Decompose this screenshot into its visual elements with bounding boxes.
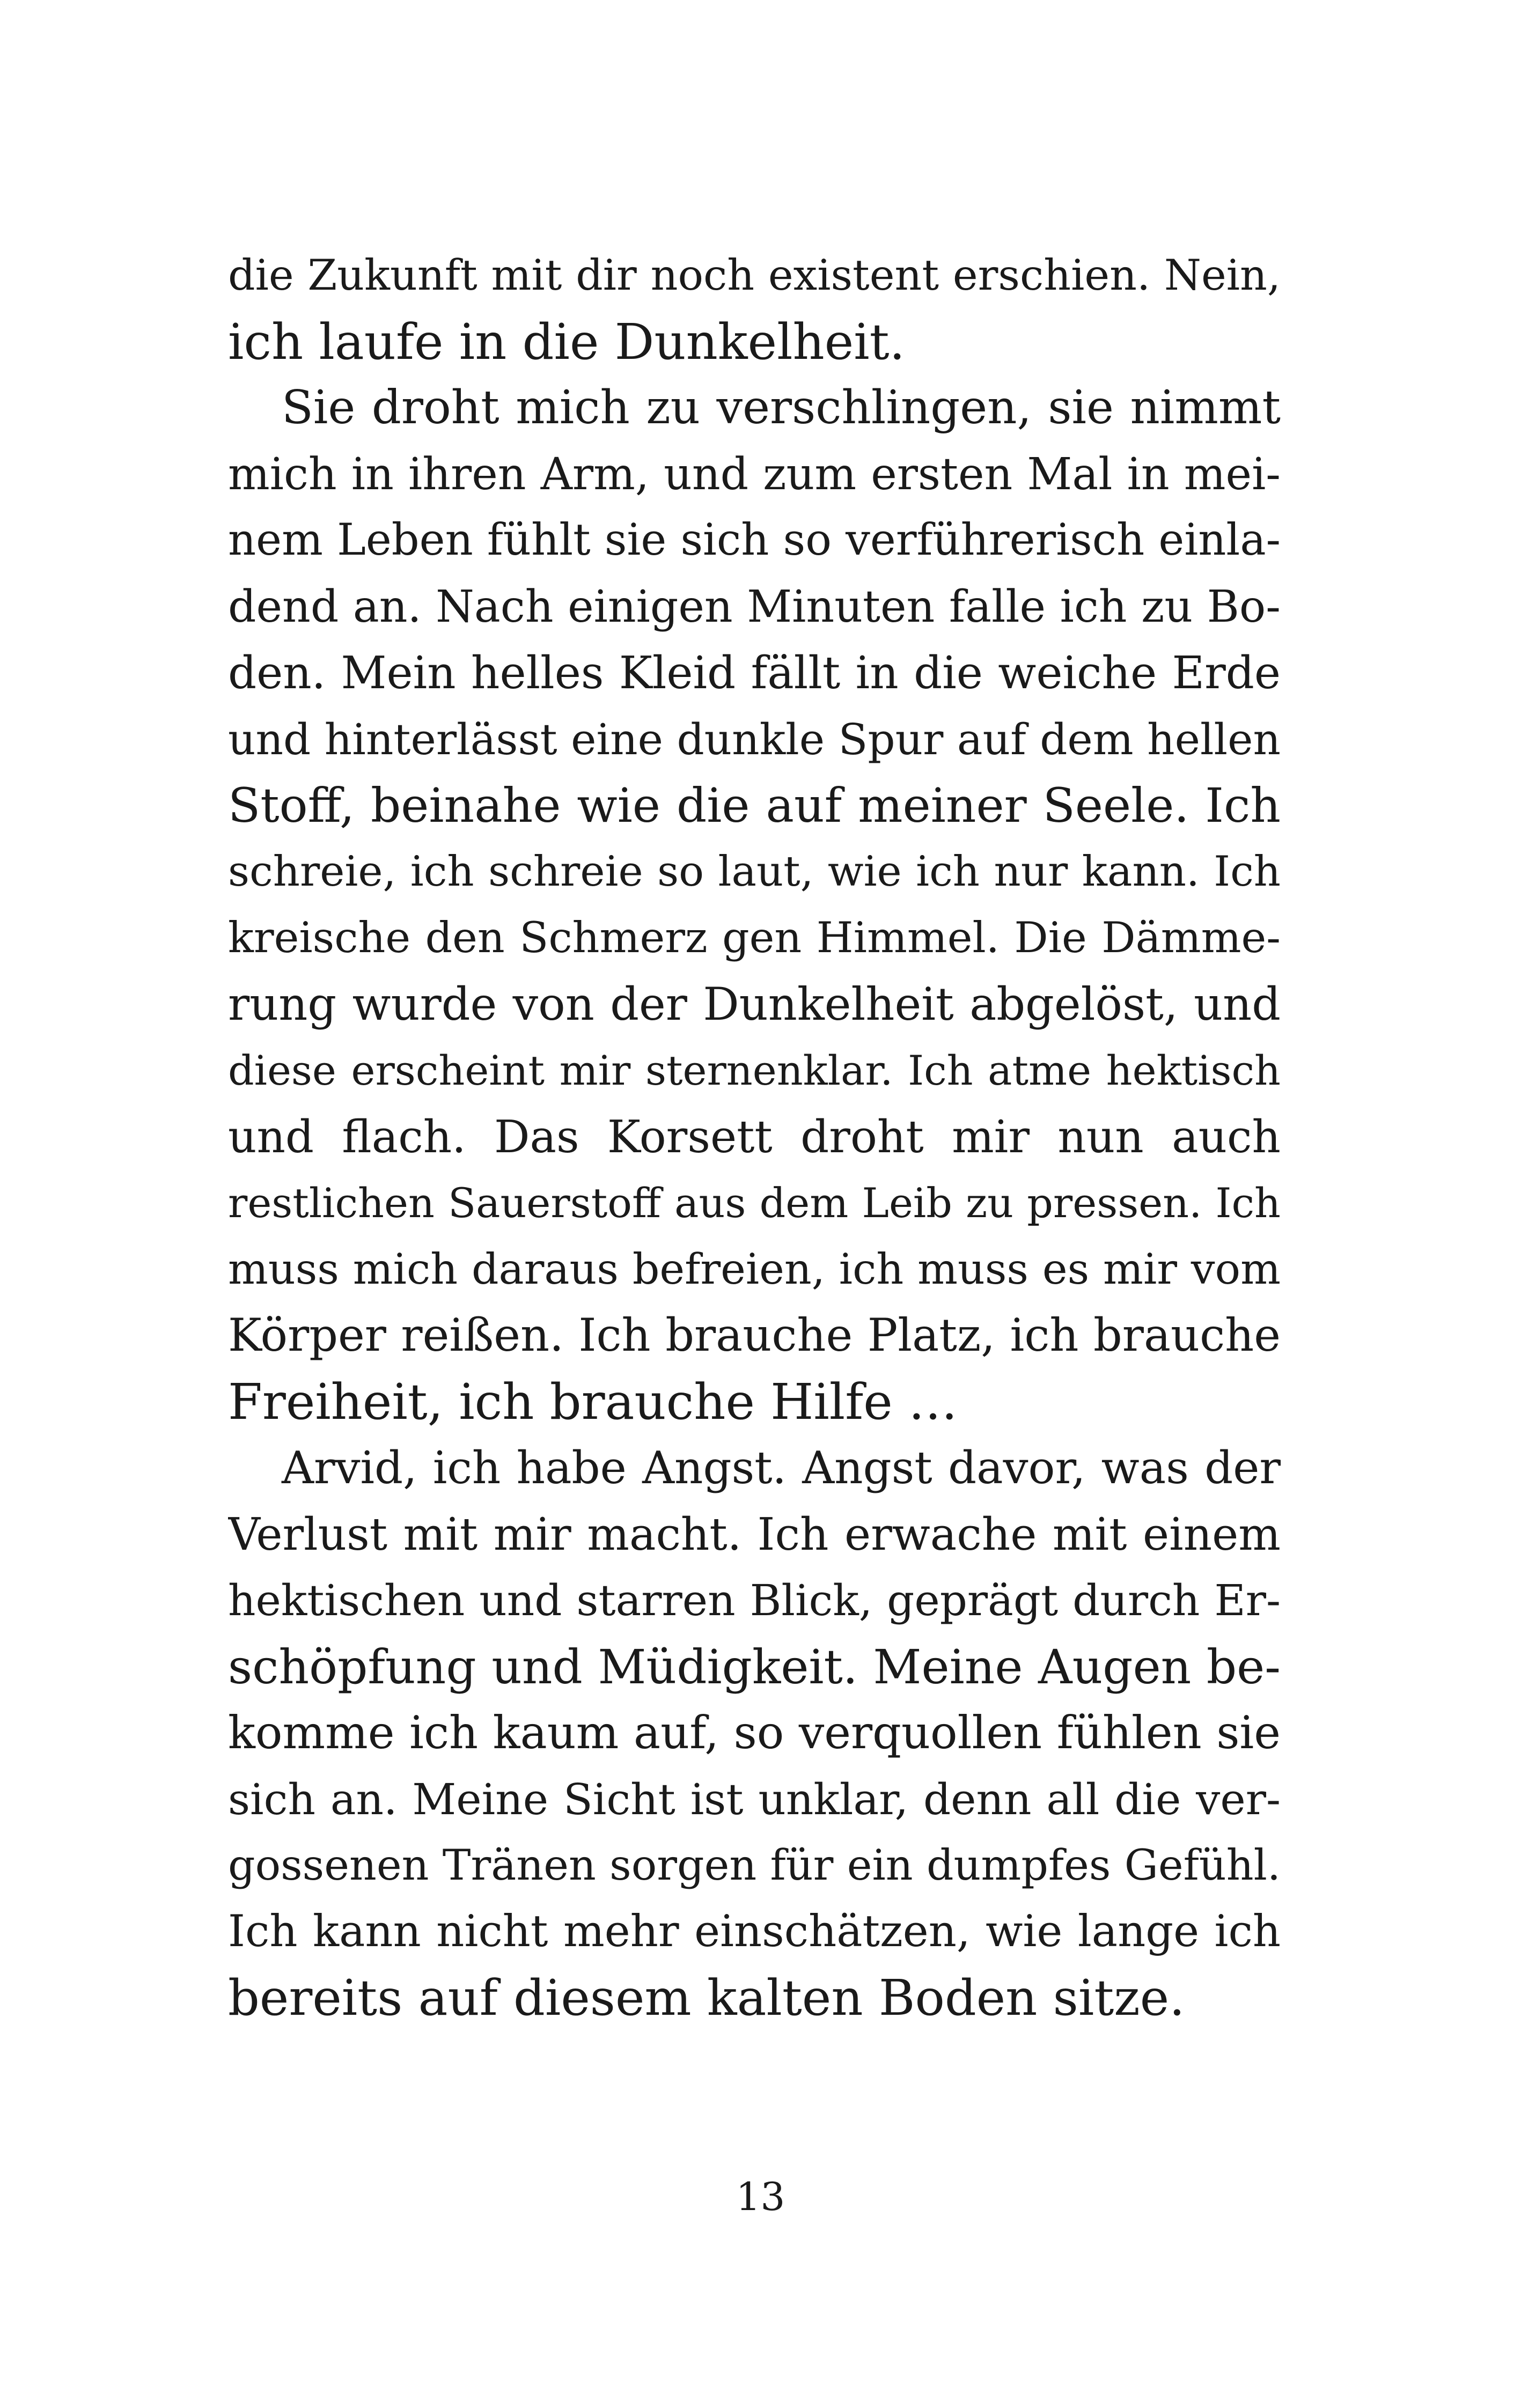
text-line: Verlust mit mir macht. Ich erwache mit einem: [228, 1508, 1281, 1560]
text-line: die Zukunft mit dir noch existent erschien. Nein,: [228, 251, 1281, 300]
text-line: mich in ihren Arm, und zum ersten Mal in mei-: [228, 448, 1281, 500]
text-line: schöpfung und Müdigkeit. Meine Augen be-: [228, 1639, 1281, 1695]
text-line: schreie, ich schreie so laut, wie ich nur kann. Ich: [228, 847, 1281, 896]
text-line: nem Leben fühlt sie sich so verführerisch einla-: [228, 515, 1281, 565]
text-line: Ich kann nicht mehr einschätzen, wie lange ich: [228, 1906, 1281, 1957]
text-line: sich an. Meine Sicht ist unklar, denn all die ver-: [228, 1774, 1281, 1824]
text-line: hektischen und starren Blick, geprägt durch Er-: [228, 1575, 1281, 1625]
text-line: muss mich daraus befreien, ich muss es mir vom: [228, 1244, 1281, 1294]
text-line: restlichen Sauerstoff aus dem Leib zu pressen. Ich: [228, 1179, 1281, 1227]
text-line: und hinterlässt eine dunkle Spur auf dem hellen: [228, 714, 1281, 764]
page-number: 13: [736, 2174, 785, 2219]
text-line: kreische den Schmerz gen Himmel. Die Dämme-: [228, 913, 1281, 962]
text-line: gossenen Tränen sorgen für ein dumpfes Gefühl.: [228, 1840, 1281, 1890]
text-line: Stoff, beinahe wie die auf meiner Seele. Ich: [228, 778, 1281, 833]
text-line: dend an. Nach einigen Minuten falle ich zu Bo-: [228, 581, 1281, 632]
text-line: Körper reißen. Ich brauche Platz, ich brauche: [228, 1309, 1281, 1361]
paragraph-1: [228, 242, 1281, 375]
text-line: und flach. Das Korsett droht mir nun auch: [228, 1110, 1281, 1163]
paragraph-2: [228, 375, 1281, 1435]
paragraph-3: [228, 1435, 1281, 2031]
text-line: Freiheit, ich brauche Hilfe …: [228, 1373, 958, 1431]
text-line: diese erscheint mir sternenklar. Ich atme hektisch: [228, 1047, 1281, 1094]
text-line: Arvid, ich habe Angst. Angst davor, was der: [282, 1442, 1281, 1494]
text-line: den. Mein helles Kleid fällt in die weiche Erde: [228, 647, 1281, 699]
text-line: ich laufe in die Dunkelheit.: [228, 313, 905, 371]
text-line: rung wurde von der Dunkelheit abgelöst, und: [228, 977, 1281, 1030]
text-line: bereits auf diesem kalten Boden sitze.: [228, 1969, 1185, 2027]
text-line: Sie droht mich zu verschlingen, sie nimmt: [282, 381, 1281, 435]
text-line: komme ich kaum auf, so verquollen fühlen sie: [228, 1706, 1281, 1759]
body-text: [228, 242, 1281, 2031]
